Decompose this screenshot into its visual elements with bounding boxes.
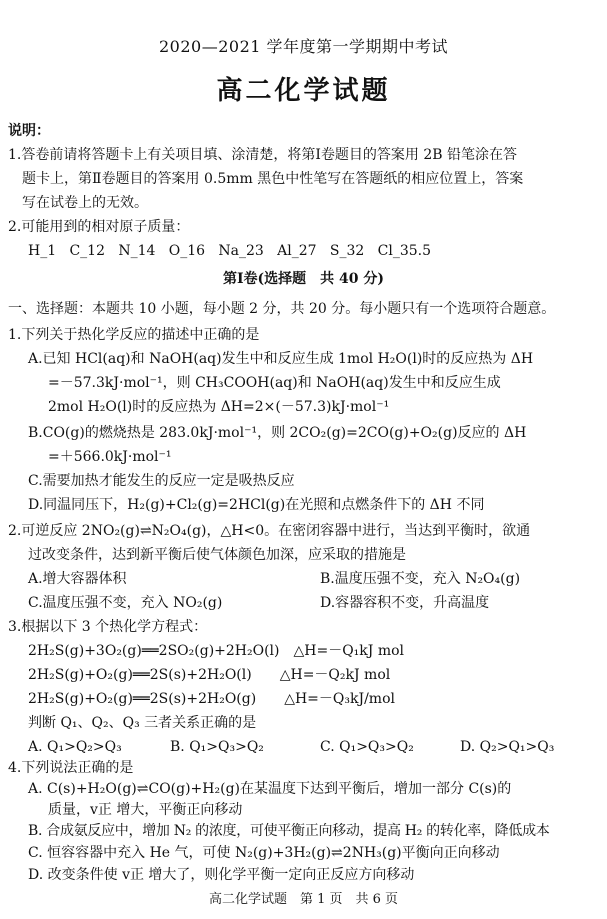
q1-option-a: 2mol H₂O(l)时的反应热为 ΔH=2×(－57.3)kJ·mol⁻¹ [48,399,390,415]
note-line: 写在试卷上的无效。 [22,195,148,211]
q3-option-b: B. Q₁>Q₃>Q₂ [170,739,264,755]
q2-option-b: B.温度压强不变，充入 N₂O₄(g) [320,571,521,587]
q4-option-a: 质量，v正 增大，平衡正向移动 [48,802,243,818]
q3-option-a: A. Q₁>Q₂>Q₃ [28,739,122,755]
note-line: 1.答卷前请将答题卡上有关项目填、涂清楚，将第Ⅰ卷题目的答案用 2B 铅笔涂在答 [8,147,517,163]
q4-option-c: C. 恒容容器中充入 He 气，可使 N₂(g)+3H₂(g)⇌2NH₃(g)平衡向正向移动 [28,845,500,861]
question-4-stem: 4.下列说法正确的是 [8,760,134,776]
q1-option-a: A.已知 HCl(aq)和 NaOH(aq)发生中和反应生成 1mol H₂O(l)时的反应热为 ΔH [28,351,534,367]
section-instruction: 一、选择题：本题共 10 小题，每小题 2 分，共 20 分。每小题只有一个选项符合题意。 [8,301,556,317]
q4-option-b: B. 合成氨反应中，增加 N₂ 的浓度，可使平衡正向移动，提高 H₂ 的转化率，降低成本 [28,823,550,839]
q1-option-b: B.CO(g)的燃烧热是 283.0kJ·mol⁻¹，则 2CO₂(g)=2CO(g)+O₂(g)反应的 ΔH [28,425,527,441]
part1-title: 第Ⅰ卷(选择题 共 40 分) [222,271,385,287]
exam-year-heading: 2020—2021 学年度第一学期期中考试 [158,37,449,56]
page-footer: 高二化学试题 第 1 页 共 6 页 [208,892,399,907]
question-3-stem: 3.根据以下 3 个热化学方程式： [8,619,208,635]
note-line: 2.可能用到的相对原子质量： [8,219,190,235]
q2-option-c: C.温度压强不变，充入 NO₂(g) [28,595,223,611]
q2-option-a: A.增大容器体积 [28,571,127,587]
notes-heading: 说明： [8,123,50,139]
thermo-equation: 2H₂S(g)+O₂(g)══2S(s)+2H₂O(l) △H=－Q₂kJ mol [28,667,391,683]
exam-title: 高二化学试题 [216,76,391,106]
q1-option-d: D.同温同压下，H₂(g)+Cl₂(g)=2HCl(g)在光照和点燃条件下的 ΔH 不同 [28,497,485,513]
note-line: 题卡上，第Ⅱ卷题目的答案用 0.5mm 黑色中性笔写在答题纸的相应位置上，答案 [22,171,524,187]
q3-option-d: D. Q₂>Q₁>Q₃ [460,739,555,755]
atomic-masses: H_1 C_12 N_14 O_16 Na_23 Al_27 S_32 Cl_35.5 [28,243,432,259]
question-2-stem: 2.可逆反应 2NO₂(g)⇌N₂O₄(g)，△H<0。在密闭容器中进行，当达到平衡时，欲通 [8,523,531,539]
q4-option-d: D. 改变条件使 v正 增大了，则化学平衡一定向正反应方向移动 [28,867,415,883]
question-2-stem: 过改变条件，达到新平衡后使气体颜色加深，应采取的措施是 [28,547,406,563]
thermo-equation: 2H₂S(g)+O₂(g)══2S(s)+2H₂O(g) △H=－Q₃kJ/mol [28,691,395,707]
q2-option-d: D.容器容积不变，升高温度 [320,595,490,611]
q1-option-b: =＋566.0kJ·mol⁻¹ [48,449,172,465]
q4-option-a: A. C(s)+H₂O(g)⇌CO(g)+H₂(g)在某温度下达到平衡后，增加一部分 C(s)的 [28,781,512,797]
question-3-judge: 判断 Q₁、Q₂、Q₃ 三者关系正确的是 [28,715,257,731]
q1-option-c: C.需要加热才能发生的反应一定是吸热反应 [28,473,295,489]
question-1-stem: 1.下列关于热化学反应的描述中正确的是 [8,327,260,343]
q3-option-c: C. Q₁>Q₃>Q₂ [320,739,414,755]
thermo-equation: 2H₂S(g)+3O₂(g)══2SO₂(g)+2H₂O(l) △H=－Q₁kJ mol [28,643,405,659]
q1-option-a: =－57.3kJ·mol⁻¹，则 CH₃COOH(aq)和 NaOH(aq)发生中和反应生成 [48,375,501,391]
